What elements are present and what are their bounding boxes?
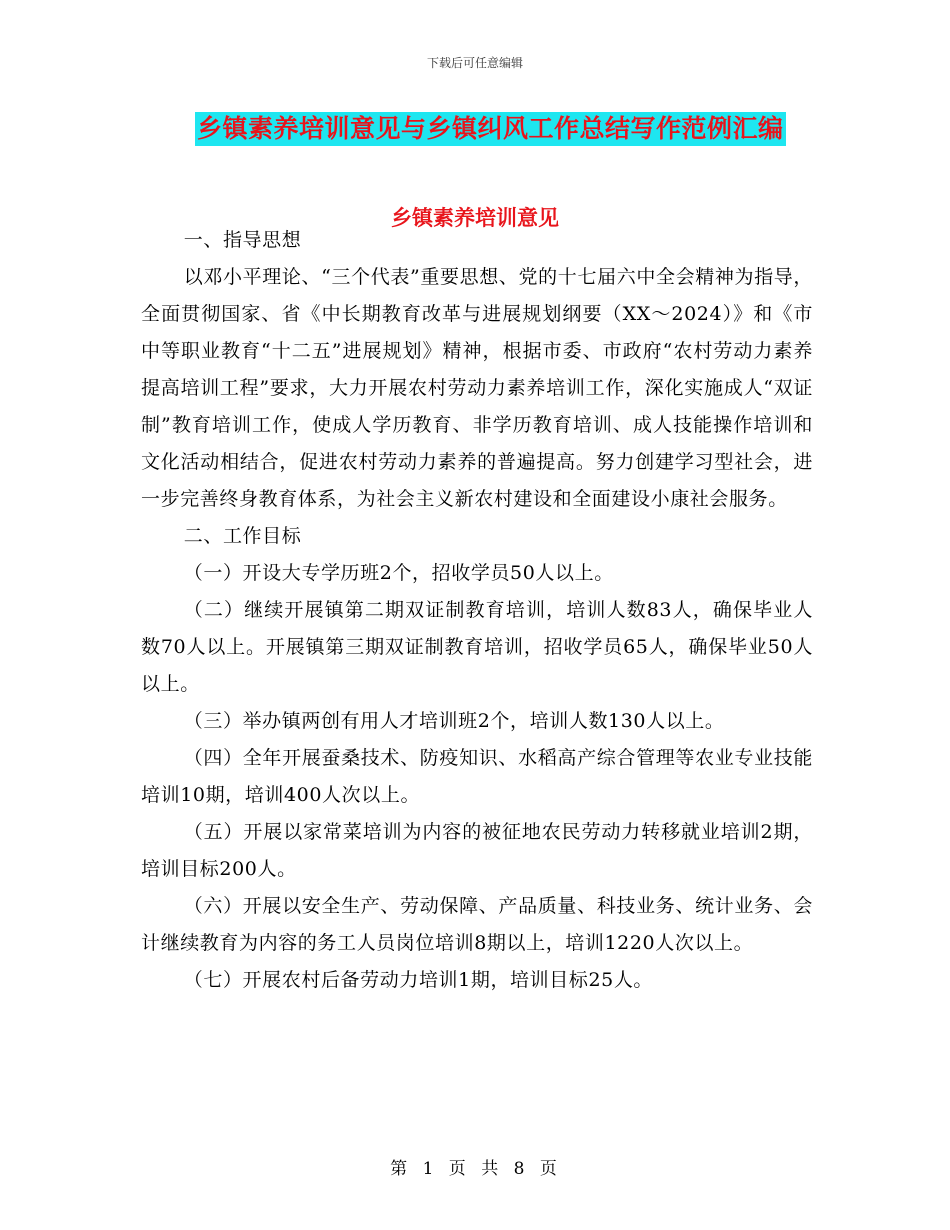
goal-item-4: （四）全年开展蚕桑技术、防疫知识、水稻高产综合管理等农业专业技能培训10期，培训400人次以上。 <box>141 747 813 806</box>
header-note: 下载后可任意编辑 <box>426 56 523 70</box>
document-body <box>141 222 813 999</box>
goal-item-6: （六）开展以安全生产、劳动保障、产品质量、科技业务、统计业务、会计继续教育为内容的务工人员岗位培训8期以上，培训1220人次以上。 <box>141 895 813 954</box>
goal-item-1: （一）开设大专学历班2个，招收学员50人以上。 <box>183 562 614 584</box>
page-number-footer: 第 1 页 共 8 页 <box>390 1159 560 1179</box>
heading-guiding-ideology: 一、指导思想 <box>183 229 302 251</box>
heading-work-goals: 二、工作目标 <box>183 525 302 547</box>
goal-item-2: （二）继续开展镇第二期双证制教育培训，培训人数83人，确保毕业人数70人以上。开展镇第三期双证制教育培训，招收学员65人，确保毕业50人以上。 <box>141 599 813 695</box>
document-title: 乡镇素养培训意见与乡镇纠风工作总结写作范例汇编 <box>195 112 786 146</box>
goal-item-3: （三）举办镇两创有用人才培训班2个，培训人数130人以上。 <box>183 710 725 732</box>
goal-item-7: （七）开展农村后备劳动力培训1期，培训目标25人。 <box>183 969 654 991</box>
section-title: 乡镇素养培训意见 <box>391 205 559 230</box>
paragraph-guiding-ideology: 以邓小平理论、“三个代表”重要思想、党的十七届六中全会精神为指导，全面贯彻国家、省《中长期教育改革与进展规划纲要（XX～2024）》和《市中等职业教育“十二五”进展规划》精神，根据市委、市政府“农村劳动力素养提高培训工程”要求，大力开展农村劳动力素养培训工作，深化实施成人“双证制”教育培训工作，使成人学历教育、非学历教育培训、成人技能操作培训和文化活动相结合，促进农村劳动力素养的普遍提高。努力创建学习型社会，进一步完善终身教育体系，为社会主义新农村建设和全面建设小康社会服务。 <box>141 266 813 510</box>
goal-item-5: （五）开展以家常菜培训为内容的被征地农民劳动力转移就业培训2期，培训目标200人。 <box>141 821 813 880</box>
